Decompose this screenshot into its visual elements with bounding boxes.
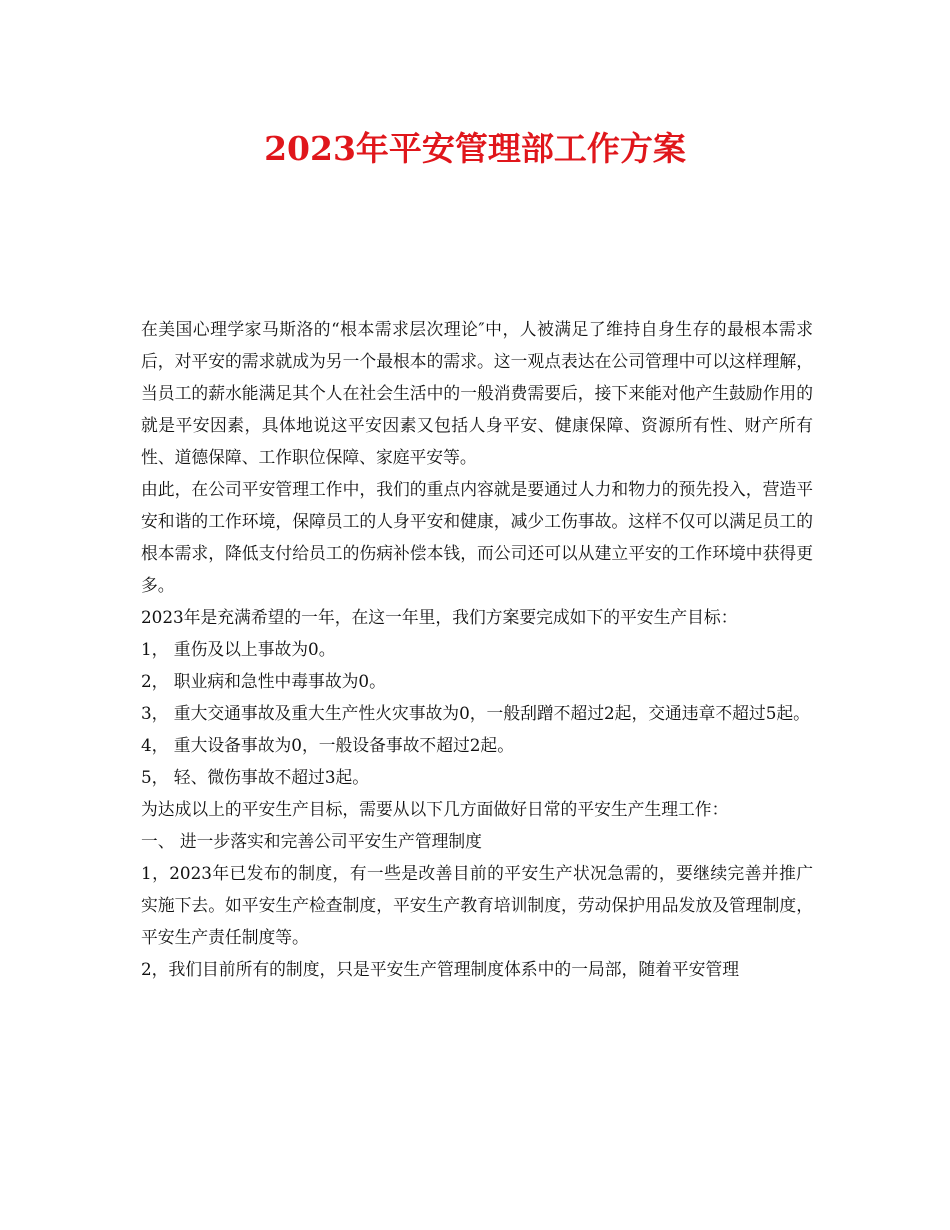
document-title: 2023年平安管理部工作方案: [264, 129, 686, 168]
paragraph-safety-focus: 由此，在公司平安管理工作中，我们的重点内容就是要通过人力和物力的预先投入，营造平安和谐的工作环境，保障员工的人身平安和健康，减少工伤事故。这样不仅可以满足员工的根本需求，降低支付给员工的伤病补偿本钱，而公司还可以从建立平安的工作环境中获得更多。: [141, 479, 813, 595]
list-item-measure-1: 1，2023年已发布的制度，有一些是改善目前的平安生产状况急需的，要继续完善并推广实施下去。如平安生产检查制度，平安生产教育培训制度，劳动保护用品发放及管理制度，平安生产责任制度等。: [141, 863, 813, 947]
paragraph-measures-intro: 为达成以上的平安生产目标，需要从以下几方面做好日常的平安生产生理工作：: [141, 799, 729, 819]
list-item-goal-4: 4， 重大设备事故为0，一般设备事故不超过2起。: [141, 735, 514, 755]
document-body: [141, 313, 813, 985]
list-item-goal-2: 2， 职业病和急性中毒事故为0。: [141, 671, 386, 691]
section-heading-1: 一、 进一步落实和完善公司平安生产管理制度: [141, 831, 482, 851]
list-item-goal-5: 5， 轻、微伤事故不超过3起。: [141, 767, 370, 787]
paragraph-goals-intro: 2023年是充满希望的一年，在这一年里，我们方案要完成如下的平安生产目标：: [141, 607, 738, 627]
list-item-measure-2: 2，我们目前所有的制度，只是平安生产管理制度体系中的一局部，随着平安管理: [141, 959, 740, 979]
paragraph-maslow-intro: 在美国心理学家马斯洛的“根本需求层次理论″中，人被满足了维持自身生存的最根本需求后，对平安的需求就成为另一个最根本的需求。这一观点表达在公司管理中可以这样理解，当员工的薪水能满足其个人在社会生活中的一般消费需要后，接下来能对他产生鼓励作用的就是平安因素，具体地说这平安因素又包括人身平安、健康保障、资源所有性、财产所有性、道德保障、工作职位保障、家庭平安等。: [141, 319, 813, 467]
list-item-goal-1: 1， 重伤及以上事故为0。: [141, 639, 336, 659]
list-item-goal-3: 3， 重大交通事故及重大生产性火灾事故为0，一般刮蹭不超过2起，交通违章不超过5起。: [141, 703, 810, 723]
